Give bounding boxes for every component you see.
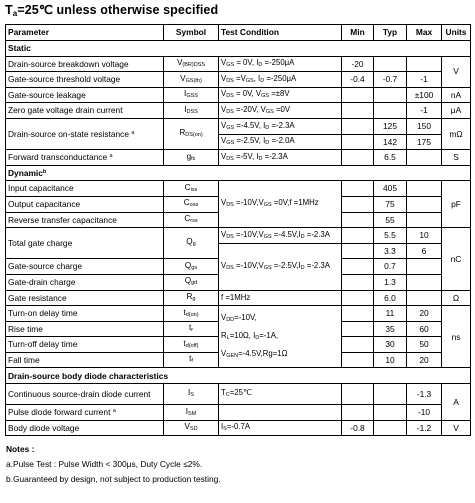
- table-row: Total gate charge $Q_g$ $V_{DS} =-10V,V_{GS} =-4.5V,I_D =-2.3A$ 5.5 10 nC: [6, 228, 471, 244]
- section-diode: Drain-source body diode characteristics: [6, 368, 471, 384]
- table-row: Continuous source-drain diode current $I_S$ $T_C=25℃$ -1.3 A: [6, 384, 471, 405]
- table-row: Gate-drain charge $Q_{gd}$ 1.3: [6, 274, 471, 290]
- table-row: Output capacitance $C_{oss}$ 75: [6, 196, 471, 212]
- table-row: Zero gate voltage drain current $I_{DSS}$ $V_{DS} =-20V$, $V_{GS} =0V$ -1 μA: [6, 103, 471, 119]
- col-parameter: Parameter: [6, 25, 164, 41]
- table-row: Gate-source leakage $I_{GSS}$ $V_{DS} = 0V$, $V_{GS} =\pm 8V$ ±100 nA: [6, 87, 471, 103]
- table-row: Reverse transfer capacitance $C_{rss}$ 55: [6, 212, 471, 228]
- note-a: a.Pulse Test : Pulse Width < 300μs, Duty Cycle ≤2%.: [6, 459, 203, 469]
- table-row: Input capacitance $C_{iss}$ $V_{DS} =-10V,V_{GS} =0V,f =1MHz$ 405 pF: [6, 181, 471, 197]
- section-static: Static: [6, 41, 471, 57]
- table-row: Rise time $t_r$ 35 60: [6, 321, 471, 337]
- table-row: Turn-off delay time $t_{d(off)}$ 30 50: [6, 337, 471, 353]
- table-row: Pulse diode forward current $^a$ $I_{SM}$ -10: [6, 405, 471, 421]
- section-dynamic: Dynamic$^b$: [6, 165, 471, 181]
- col-max: Max: [407, 25, 442, 41]
- table-title: $T_a=25℃$ unless otherwise specified: [5, 3, 219, 18]
- col-test-condition: Test Condition: [219, 25, 342, 41]
- col-typ: Typ: [374, 25, 407, 41]
- table-row: Drain-source on-state resistance $^a$ $R_{DS(on)}$ $V_{GS} =-4.5V$, $I_D =-2.3A$ 125 150 mΩ: [6, 118, 471, 134]
- col-min: Min: [342, 25, 374, 41]
- table-row: Body diode voltage $V_{SD}$ $I_S=-0.7A$ -0.8 -1.2 V: [6, 420, 471, 436]
- table-row: Gate resistance $R_g$ f =1MHz 6.0 Ω: [6, 290, 471, 306]
- spec-table: [5, 24, 471, 436]
- col-units: Units: [442, 25, 471, 41]
- table-row: Forward transconductance $^a$ $g_{fs}$ $V_{DS} =-5V$, $I_D =-2.3A$ 6.5 S: [6, 150, 471, 166]
- table-row: Turn-on delay time $t_{d(on)}$ $V_{DD}=-10V$, $R_L=10\Omega$, $I_D=-1A$, $V_{GEN}=-4.5V,Rg=1\Omega$ 11 20 ns: [6, 306, 471, 322]
- table-row: Drain-source breakdown voltage $V_{(BR)DSS}$ $V_{GS} = 0V$, $I_D =-250\mu A$ -20 V: [6, 56, 471, 72]
- table-row: Gate-source charge $Q_{gs}$ 0.7: [6, 259, 471, 275]
- table-row: Fall time $t_f$ 10 20: [6, 352, 471, 368]
- table-row: $V_{DS} =-10V,V_{GS} =-2.5V,I_D =-2.3A$ 3.3 6: [6, 243, 471, 259]
- notes: [6, 442, 221, 487]
- table-row: Gate-source threshold voltage $V_{GS(th)}$ $V_{DS} =V_{GS}$, $I_D =-250\mu A$ -0.4 -0.7 -1: [6, 72, 471, 88]
- col-symbol: Symbol: [164, 25, 219, 41]
- header-row: [6, 25, 471, 41]
- note-b: b.Guaranteed by design, not subject to production testing.: [6, 474, 221, 484]
- table-row: $V_{GS} =-2.5V$, $I_D =-2.0A$ 142 175: [6, 134, 471, 150]
- notes-heading: Notes :: [6, 444, 35, 454]
